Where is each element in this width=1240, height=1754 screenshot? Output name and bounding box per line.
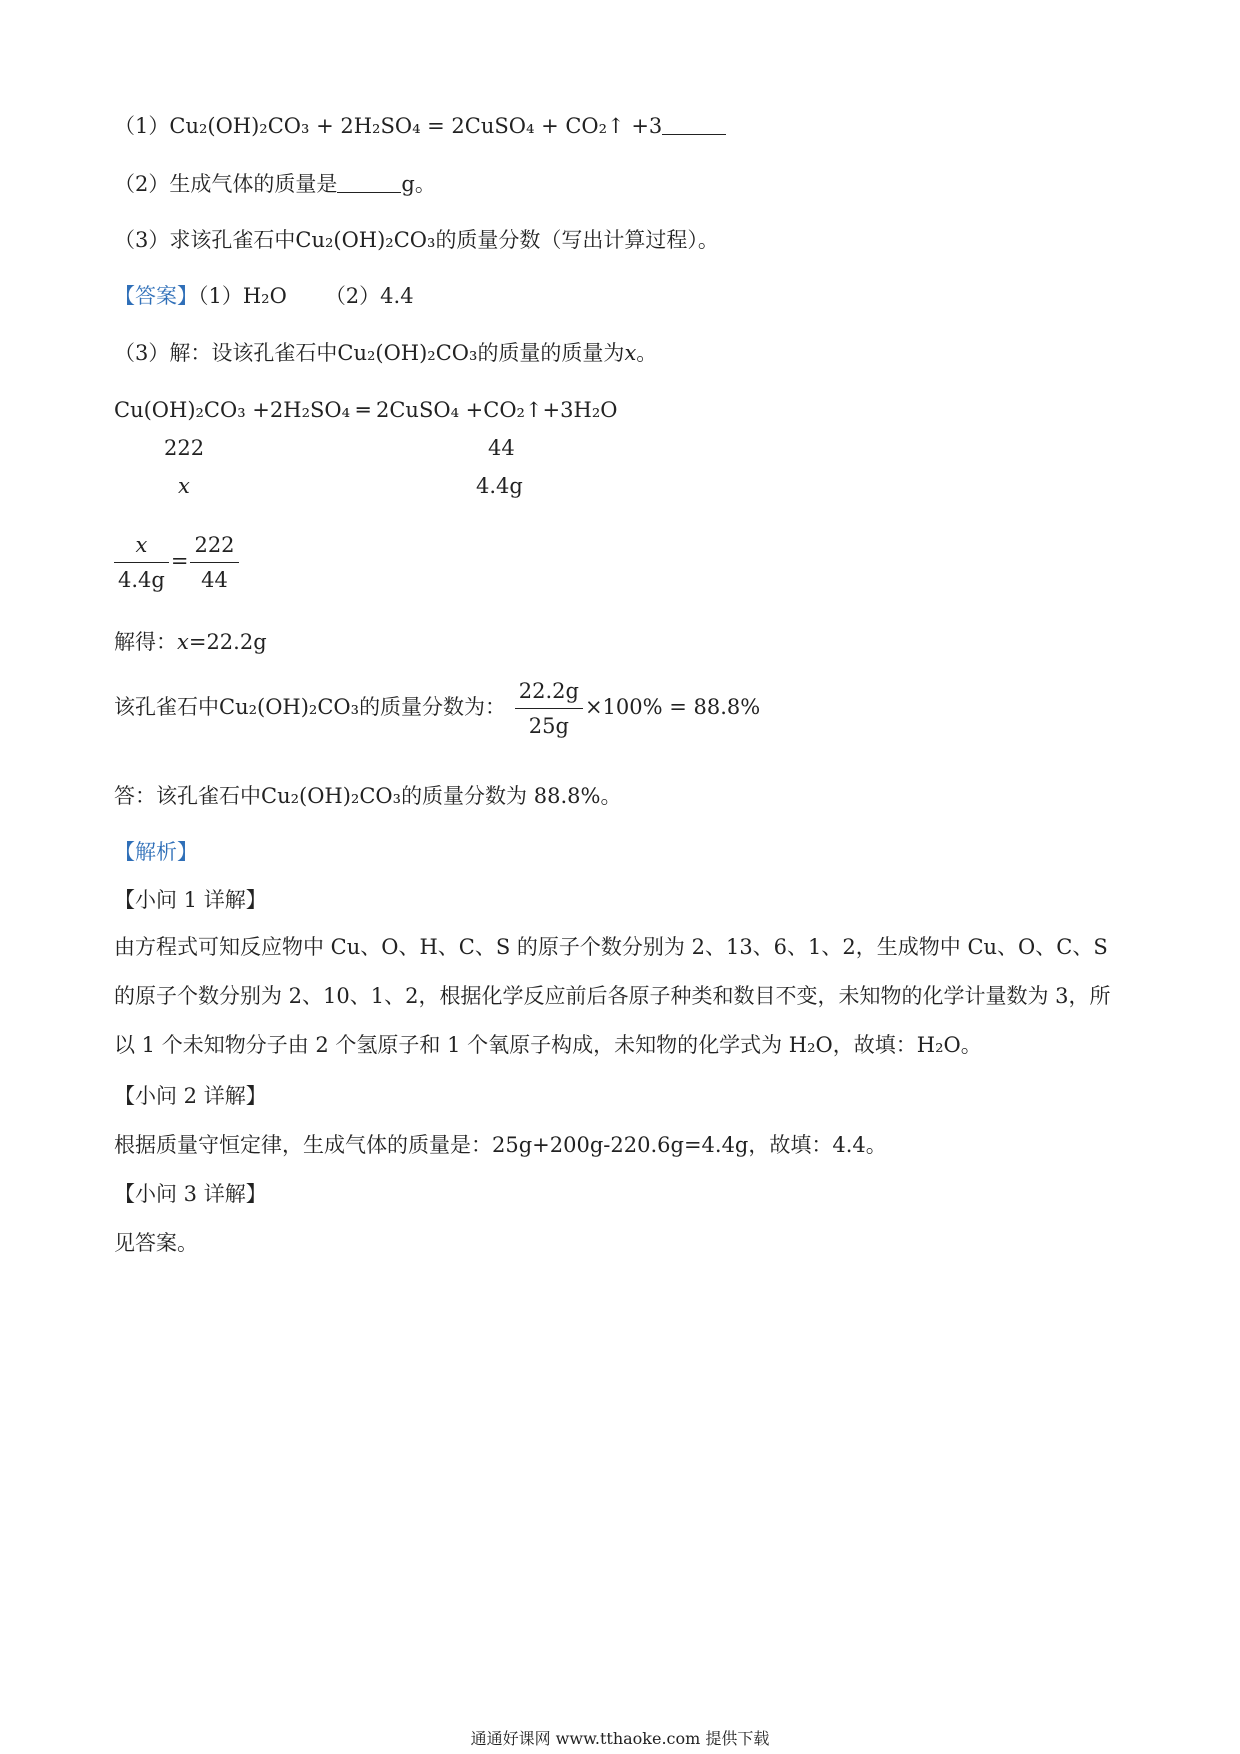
q2-suffix: g。	[401, 172, 436, 196]
equals-sign: =	[170, 549, 189, 573]
q1-blank	[662, 112, 726, 135]
fraction-left	[114, 530, 169, 595]
q3-formula: Cu₂(OH)₂CO₃	[295, 228, 436, 252]
reaction-equation: Cu(OH)₂CO₃ +2H₂SO₄ ═ 2CuSO₄ +CO₂↑+3H₂O	[114, 398, 618, 422]
mass-right: 44	[488, 436, 515, 460]
answer-tag: 【答案】	[114, 284, 198, 308]
subquestion-1-heading: 【小问 1 详解】	[114, 888, 267, 912]
solution-intro-suffix: 的质量的质量为	[477, 341, 625, 365]
q1-equation: Cu₂(OH)₂CO₃ + 2H₂SO₄ = 2CuSO₄ + CO₂↑ +3	[169, 114, 663, 138]
fraction-left-den: 4.4g	[118, 568, 165, 592]
analysis-tag: 【解析】	[114, 840, 198, 864]
pct-den: 25g	[528, 714, 569, 738]
pct-tail: ×100% = 88.8%	[584, 695, 761, 719]
conclusion-line	[114, 782, 621, 810]
question-3	[114, 226, 719, 254]
result-value: =22.2g	[188, 630, 267, 654]
solution-intro-formula: Cu₂(OH)₂CO₃	[337, 341, 478, 365]
subquestion-3-heading: 【小问 3 详解】	[114, 1182, 267, 1206]
answer-1: （1）H₂O	[198, 284, 287, 308]
subquestion-1-text: 由方程式可知反应物中 Cu、O、H、C、S 的原子个数分别为 2、13、6、1、2，生成物中 Cu、O、C、S 的原子个数分别为 2、10、1、2，根据化学反应前后各原子种类和数目不变，未知物的化学计量数为 3，所以 1 个未知物分子由 2 个氢原子和 1 个氧原子构成，未知物的化学式为 H₂O，故填：H₂O。	[114, 935, 1111, 1057]
q3-prefix: （3）求该孔雀石中	[114, 228, 296, 252]
pct-num: 22.2g	[515, 676, 583, 709]
subquestion-2-text: 根据质量守恒定律，生成气体的质量是：25g+200g-220.6g=4.4g，故填：4.4。	[114, 1133, 887, 1157]
q2-prefix: （2）生成气体的质量是	[114, 172, 338, 196]
conclusion-formula: Cu₂(OH)₂CO₃	[261, 784, 402, 808]
question-2	[114, 170, 436, 198]
footer-watermark: 通通好课网 www.tthaoke.com 提供下载	[470, 1729, 770, 1748]
subquestion-2-heading: 【小问 2 详解】	[114, 1084, 267, 1108]
mass-left: 222	[164, 436, 205, 460]
fraction-right-num: 222	[190, 530, 238, 563]
solution-intro-var: x	[624, 341, 637, 365]
q1-prefix: （1）	[114, 114, 170, 138]
subquestion-3-text: 见答案。	[114, 1231, 198, 1255]
fraction-right	[190, 530, 238, 595]
conclusion-prefix: 答：该孔雀石中	[114, 784, 261, 808]
result-prefix: 解得：	[114, 630, 177, 654]
q3-suffix: 的质量分数（写出计算过程）。	[435, 228, 719, 252]
fraction-right-den: 44	[201, 568, 228, 592]
solution-intro	[114, 339, 657, 367]
proportion	[112, 530, 241, 595]
pct-mid: 的质量分数为：	[359, 695, 507, 719]
conclusion-suffix: 的质量分数为 88.8%。	[401, 784, 622, 808]
result-line	[114, 628, 267, 656]
var-right: 4.4g	[476, 474, 523, 498]
pct-formula: Cu₂(OH)₂CO₃	[219, 695, 360, 719]
result-var: x	[177, 630, 189, 654]
percentage-line	[114, 676, 760, 741]
question-1	[114, 112, 726, 140]
q2-blank	[337, 170, 401, 193]
answer-line	[114, 282, 414, 310]
var-left: x	[178, 474, 190, 498]
fraction-left-num: x	[114, 530, 169, 563]
pct-fraction	[515, 676, 583, 741]
pct-prefix: 该孔雀石中	[114, 695, 219, 719]
solution-intro-end: 。	[636, 341, 658, 365]
answer-2: （2）4.4	[324, 284, 414, 308]
solution-intro-prefix: （3）解：设该孔雀石中	[114, 341, 338, 365]
